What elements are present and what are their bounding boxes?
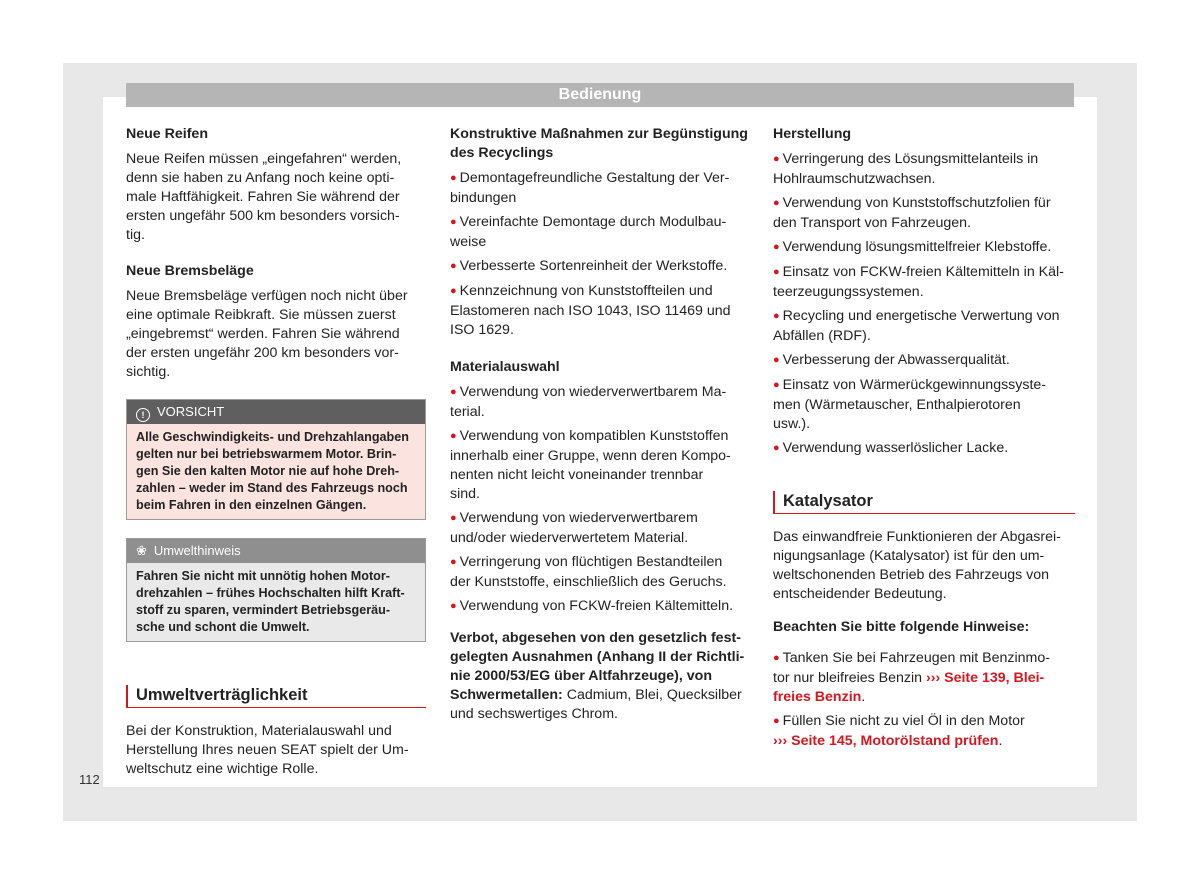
- caution-label: VORSICHT: [157, 404, 225, 419]
- list-item: ● Demontagefreundliche Gestaltung der Ver- bindungen: [450, 170, 730, 206]
- umwelt-paragraph: Bei der Konstruktion, Materialauswahl und Herstellung Ihres neuen SEAT spielt der Um- weltschutz eine wichtige Rolle.: [126, 723, 409, 777]
- list-item: ● Verbesserung der Abwasserqualität.: [773, 352, 1010, 368]
- section-title-umwelt: Umweltverträglichkeit: [126, 685, 426, 708]
- katalysator-paragraph: Das einwandfreie Funktionieren der Abgasrei- nigungsanlage (Katalysator) ist für den um- weltschonenden Betrieb des Fahrzeugs von entscheidender Bedeutung.: [773, 529, 1061, 602]
- environment-note-label: Umwelthinweis: [153, 543, 241, 558]
- konstruktive-heading: Konstruktive Maßnahmen zur Begünstigung des Recyclings: [450, 126, 748, 161]
- bullet-icon: ●: [773, 310, 780, 322]
- bullet-icon: ●: [773, 442, 780, 454]
- bullet-icon: ●: [450, 600, 457, 612]
- bremsbelaege-heading: Neue Bremsbeläge: [126, 263, 254, 279]
- list-item: ● Füllen Sie nicht zu viel Öl in den Motor ››› Seite 145, Motorölstand prüfen.: [773, 713, 1025, 749]
- list-item: ● Verringerung des Lösungsmittelanteils in Hohlraumschutzwachsen.: [773, 151, 1039, 187]
- list-item: ● Verwendung von kompatiblen Kunststoffen innerhalb einer Gruppe, wenn deren Kompo- nenten nicht leicht voneinander trennbar sind.: [450, 428, 731, 502]
- column-1: [126, 125, 426, 796]
- list-item: ● Verwendung wasserlöslicher Lacke.: [773, 440, 1009, 456]
- materialauswahl-heading: Materialauswahl: [450, 359, 560, 375]
- chapter-header: Bedienung: [126, 83, 1074, 107]
- reifen-paragraph: Neue Reifen müssen „eingefahren“ werden, denn sie haben zu Anfang noch keine opti- male Haftfähigkeit. Fahren Sie während der ersten ungefähr 500 km besonders vorsich- tig.: [126, 151, 402, 243]
- bullet-icon: ●: [450, 512, 457, 524]
- hinweise-heading: Beachten Sie bitte folgende Hinweise:: [773, 619, 1030, 635]
- bullet-icon: ●: [773, 354, 780, 366]
- bullet-icon: ●: [773, 266, 780, 278]
- page-ref-link-145[interactable]: ››› Seite 145, Motorölstand prüfen: [773, 733, 999, 749]
- list-item: ● Verwendung von wiederverwertbarem Ma- terial.: [450, 384, 727, 420]
- list-item: ● Verringerung von flüchtigen Bestandteilen der Kunststoffe, einschließlich des Geruchs.: [450, 554, 727, 590]
- environment-note-box: [126, 538, 426, 642]
- bullet-icon: ●: [773, 197, 780, 209]
- bullet-icon: ●: [450, 172, 457, 184]
- list-item: ● Tanken Sie bei Fahrzeugen mit Benzinmo- tor nur bleifreies Benzin ››› Seite 139, Blei- freies Benzin.: [773, 650, 1050, 705]
- herstellung-heading: Herstellung: [773, 126, 852, 142]
- list-item: ● Verwendung von FCKW-freien Kältemitteln.: [450, 598, 734, 614]
- list-item: ● Einsatz von FCKW-freien Kältemitteln in Käl- teerzeugungssystemen.: [773, 264, 1064, 300]
- list-item: ● Recycling und energetische Verwertung von Abfällen (RDF).: [773, 308, 1060, 344]
- bullet-icon: ●: [773, 715, 780, 727]
- warning-icon: !: [136, 408, 150, 422]
- bullet-icon: ●: [450, 285, 457, 297]
- flower-icon: ❀: [136, 543, 147, 558]
- environment-note-text: Fahren Sie nicht mit unnötig hohen Motor- drehzahlen – frühes Hochschalten hilft Kraft- stoff zu sparen, vermindert Betriebsgeräu- sche und schont die Umwelt.: [127, 563, 425, 641]
- bullet-icon: ●: [450, 430, 457, 442]
- bullet-icon: ●: [773, 241, 780, 253]
- bullet-icon: ●: [450, 556, 457, 568]
- bullet-icon: ●: [450, 216, 457, 228]
- page-number: 112: [79, 772, 100, 787]
- bullet-icon: ●: [450, 260, 457, 272]
- list-item: ● Einsatz von Wärmerückgewinnungssyste- men (Wärmetauscher, Enthalpierotoren usw.).: [773, 377, 1047, 432]
- page-ref-link-139[interactable]: ››› Seite 139, Blei- freies Benzin: [773, 670, 1045, 705]
- caution-text: Alle Geschwindigkeits- und Drehzahlangaben gelten nur bei betriebswarmem Motor. Brin- gen Sie den kalten Motor nie auf hohe Dreh- zahlen – weder im Stand des Fahrzeugs noch beim Fahren in den einzelnen Gängen.: [127, 424, 425, 519]
- column-2: [450, 125, 750, 741]
- reifen-heading: Neue Reifen: [126, 126, 208, 142]
- list-item: ● Verwendung von wiederverwertbarem und/oder wiederverwertetem Material.: [450, 510, 698, 546]
- bremsbelaege-paragraph: Neue Bremsbeläge verfügen noch nicht über eine optimale Reibkraft. Sie müssen zuerst „eingebremst“ werden. Fahren Sie während der ersten ungefähr 200 km besonders vor- sichtig.: [126, 288, 408, 380]
- environment-note-header: [127, 539, 425, 563]
- list-item: ● Verwendung von Kunststoffschutzfolien für den Transport von Fahrzeugen.: [773, 195, 1051, 231]
- list-item: ● Vereinfachte Demontage durch Modulbau- weise: [450, 214, 727, 250]
- list-item: ● Kennzeichnung von Kunststoffteilen und Elastomeren nach ISO 1043, ISO 11469 und ISO 1629.: [450, 283, 731, 338]
- bullet-icon: ●: [450, 386, 457, 398]
- bullet-icon: ●: [773, 379, 780, 391]
- list-item: ● Verbesserte Sortenreinheit der Werkstoffe.: [450, 258, 728, 274]
- list-item: ● Verwendung lösungsmittelfreier Klebstoffe.: [773, 239, 1052, 255]
- bullet-icon: ●: [773, 652, 780, 664]
- bullet-icon: ●: [773, 153, 780, 165]
- caution-box: [126, 399, 426, 520]
- verbot-paragraph: Verbot, abgesehen von den gesetzlich fest- gelegten Ausnahmen (Anhang II der Richtli- nie 2000/53/EG über Altfahrzeuge), von Schwermetallen: Cadmium, Blei, Quecksilber und sechswertiges Chrom.: [450, 630, 745, 722]
- caution-header: [127, 400, 425, 424]
- section-title-katalysator: Katalysator: [773, 491, 1075, 514]
- column-3: [773, 125, 1075, 756]
